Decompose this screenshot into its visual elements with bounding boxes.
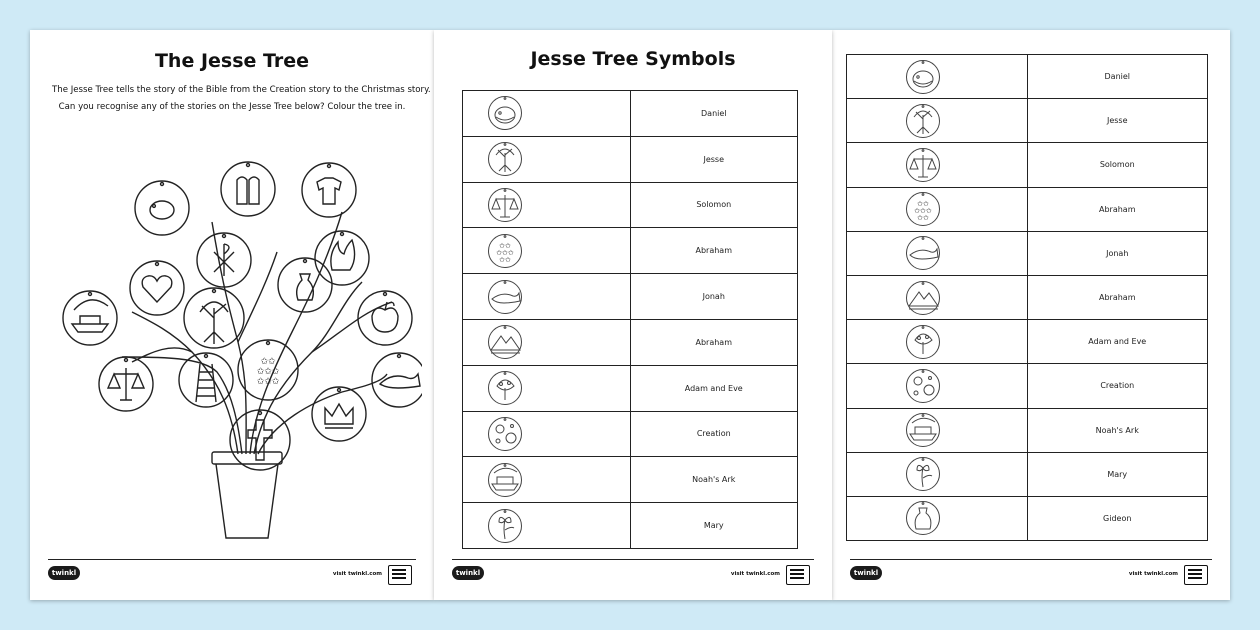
tree-roots-icon [184, 288, 244, 348]
table-row [847, 187, 1208, 231]
symbol-cell [463, 503, 631, 549]
creation-icon [487, 416, 523, 452]
symbol-name-cell: Adam and Eve [1027, 320, 1208, 364]
svg-text:✩✩: ✩✩ [260, 357, 276, 367]
quality-badge-icon [388, 565, 412, 585]
twinkl-logo[interactable]: twinkl [452, 566, 484, 580]
table-row [463, 411, 798, 457]
stars-icon [487, 233, 523, 269]
symbol-name-cell: Jesse [1027, 99, 1208, 143]
table-row [847, 143, 1208, 187]
ark-icon [487, 462, 523, 498]
intro-text [52, 82, 431, 116]
worksheet-page-symbols [434, 30, 832, 600]
page-footer [452, 559, 814, 586]
lion-icon [905, 59, 941, 95]
scales-icon [905, 147, 941, 183]
symbol-name-cell: Daniel [1027, 55, 1208, 99]
svg-text:✩✩: ✩✩ [917, 214, 929, 223]
symbol-name-cell: Gideon [1027, 496, 1208, 540]
worksheet-page-symbols-continued [832, 30, 1230, 600]
svg-text:✩✩✩: ✩✩✩ [256, 367, 280, 377]
symbol-name-cell: Solomon [1027, 143, 1208, 187]
table-row [847, 408, 1208, 452]
table-row [463, 274, 798, 320]
table-row [463, 182, 798, 228]
symbol-name-cell: Adam and Eve [630, 365, 798, 411]
apple-icon [358, 291, 412, 345]
symbol-cell [463, 365, 631, 411]
table-row [463, 319, 798, 365]
table-row [847, 275, 1208, 319]
symbol-cell [463, 182, 631, 228]
symbol-cell [463, 136, 631, 182]
symbol-cell [847, 452, 1028, 496]
ladder-icon [179, 353, 233, 407]
fire-icon [315, 231, 369, 285]
table-row [463, 228, 798, 274]
symbol-cell [847, 143, 1028, 187]
symbol-cell [463, 228, 631, 274]
symbol-cell [847, 320, 1028, 364]
mountain-icon [905, 280, 941, 316]
tree-roots-icon [487, 141, 523, 177]
symbol-cell [463, 274, 631, 320]
symbol-name-cell: Jonah [1027, 231, 1208, 275]
symbol-cell [463, 411, 631, 457]
stars-icon [905, 191, 941, 227]
quality-badge-icon [1184, 565, 1208, 585]
symbol-name-cell: Mary [1027, 452, 1208, 496]
table-row [847, 320, 1208, 364]
symbol-name-cell: Noah's Ark [1027, 408, 1208, 452]
symbol-cell [847, 187, 1028, 231]
symbol-name-cell: Jonah [630, 274, 798, 320]
symbol-cell [847, 231, 1028, 275]
table-row [463, 457, 798, 503]
pot-icon [212, 452, 282, 538]
worksheet-page-jesse-tree [30, 30, 434, 600]
table-row [463, 365, 798, 411]
visit-link[interactable]: visit twinkl.com [332, 571, 382, 577]
lion-icon [487, 95, 523, 131]
symbol-name-cell: Abraham [630, 228, 798, 274]
table-row [847, 496, 1208, 540]
page-title: The Jesse Tree [154, 50, 310, 72]
table-row [847, 452, 1208, 496]
symbol-name-cell: Creation [1027, 364, 1208, 408]
symbol-name-cell: Mary [630, 503, 798, 549]
table-row [847, 99, 1208, 143]
table-row [847, 231, 1208, 275]
svg-text:✩✩✩: ✩✩✩ [496, 248, 514, 257]
symbol-cell [463, 319, 631, 365]
table-row [463, 91, 798, 137]
svg-text:✩✩✩: ✩✩✩ [256, 377, 280, 387]
twinkl-logo[interactable]: twinkl [850, 566, 882, 580]
chi-rho-icon [197, 233, 251, 287]
symbol-cell [847, 364, 1028, 408]
whale-icon [905, 235, 941, 271]
tree-roots-icon [905, 103, 941, 139]
page-footer [48, 559, 416, 586]
creation-icon [905, 368, 941, 404]
lion-icon [135, 181, 189, 235]
symbol-cell [847, 275, 1028, 319]
symbol-name-cell: Abraham [1027, 187, 1208, 231]
quality-badge-icon [786, 565, 810, 585]
scales-icon [99, 357, 153, 411]
intro-line-1: The Jesse Tree tells the story of the Bible from the Creation story to the Christmas story. [52, 85, 431, 95]
symbol-cell [847, 496, 1028, 540]
coat-icon [302, 163, 356, 217]
apple-tree-icon [905, 324, 941, 360]
symbol-name-cell: Jesse [630, 136, 798, 182]
symbol-name-cell: Creation [630, 411, 798, 457]
svg-text:✩✩✩: ✩✩✩ [914, 207, 932, 216]
table-row [463, 503, 798, 549]
scales-icon [487, 187, 523, 223]
whale-icon [487, 279, 523, 315]
visit-link[interactable]: visit twinkl.com [730, 571, 780, 577]
table-row [847, 364, 1208, 408]
symbol-cell [847, 55, 1028, 99]
tree-branches-icon [122, 212, 392, 454]
svg-text:✩✩: ✩✩ [499, 241, 511, 250]
lily-icon [905, 456, 941, 492]
page-footer [850, 559, 1212, 586]
jesse-tree-illustration [42, 142, 422, 550]
symbol-cell [847, 408, 1028, 452]
ark-icon [63, 291, 117, 345]
ark-icon [905, 412, 941, 448]
mountain-icon [487, 324, 523, 360]
jar-icon [905, 500, 941, 536]
heart-icon [130, 261, 184, 315]
intro-line-2: Can you recognise any of the stories on the Jesse Tree below? Colour the tree in. [58, 102, 406, 112]
symbol-name-cell: Noah's Ark [630, 457, 798, 503]
symbol-name-cell: Abraham [1027, 275, 1208, 319]
symbol-name-cell: Solomon [630, 182, 798, 228]
table-row [463, 136, 798, 182]
svg-text:✩✩: ✩✩ [499, 255, 511, 264]
tablets-icon [221, 162, 275, 216]
symbols-table [462, 90, 798, 549]
symbol-cell [463, 91, 631, 137]
lily-icon [487, 508, 523, 544]
symbols-table [846, 54, 1208, 541]
symbol-name-cell: Abraham [630, 319, 798, 365]
symbol-name-cell: Daniel [630, 91, 798, 137]
visit-link[interactable]: visit twinkl.com [1128, 571, 1178, 577]
crown-icon [312, 387, 366, 441]
cross-icon [230, 410, 290, 470]
apple-tree-icon [487, 370, 523, 406]
svg-text:✩✩: ✩✩ [917, 200, 929, 209]
symbol-cell [847, 99, 1028, 143]
symbol-cell [463, 457, 631, 503]
table-row [847, 55, 1208, 99]
twinkl-logo[interactable]: twinkl [48, 566, 80, 580]
page-title: Jesse Tree Symbols [530, 48, 736, 70]
stars-icon [238, 340, 298, 400]
